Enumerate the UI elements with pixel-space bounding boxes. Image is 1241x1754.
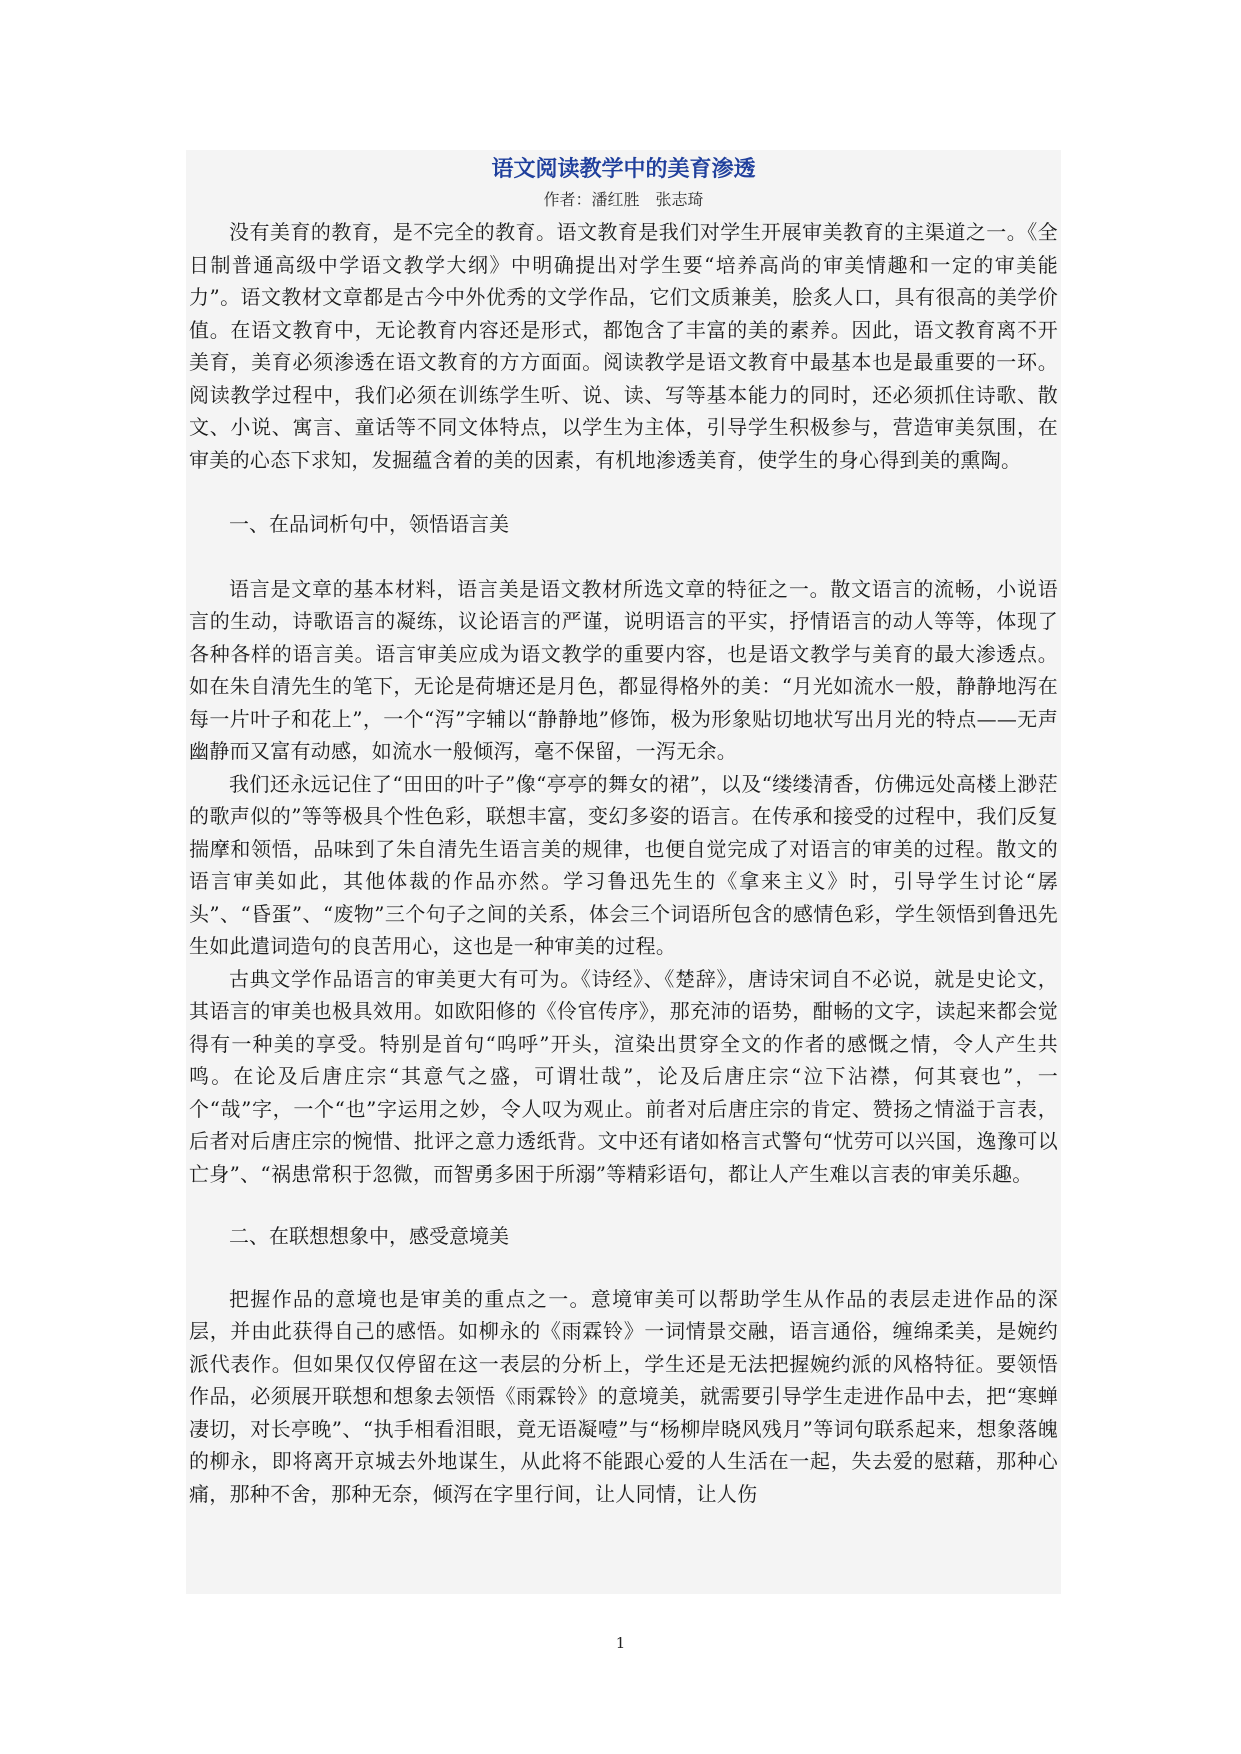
intro-paragraph: 没有美育的教育，是不完全的教育。语文教育是我们对学生开展审美教育的主渠道之一。《全日制普通高级中学语文教学大纲》中明确提出对学生要“培养高尚的审美情趣和一定的审美能力”。语文教材文章都是古今中外优秀的文学作品，它们文质兼美，脍炙人口，具有很高的美学价值。在语文教育中，无论教育内容还是形式，都饱含了丰富的美的素养。因此，语文教育离不开美育，美育必须渗透在语文教育的方方面面。阅读教学是语文教育中最基本也是最重要的一环。阅读教学过程中，我们必须在训练学生听、说、读、写等基本能力的同时，还必须抓住诗歌、散文、小说、寓言、童话等不同文体特点，以学生为主体，引导学生积极参与，营造审美氛围，在审美的心态下求知，发掘蕴含着的美的因素，有机地渗透美育，使学生的身心得到美的熏陶。 bbox=[189, 220, 1058, 472]
section1-paragraph-1: 语言是文章的基本材料，语言美是语文教材所选文章的特征之一。散文语言的流畅，小说语言的生动，诗歌语言的凝练，议论语言的严谨，说明语言的平实，抒情语言的动人等等，体现了各种各样的语言美。语言审美应成为语文教学的重要内容，也是语文教学与美育的最大渗透点。如在朱自清先生的笔下，无论是荷塘还是月色，都显得格外的美：“月光如流水一般，静静地泻在每一片叶子和花上”，一个“泻”字辅以“静静地”修饰，极为形象贴切地状写出月光的特点——无声幽静而又富有动感，如流水一般倾泻，毫不保留，一泻无余。 bbox=[189, 576, 1058, 763]
spacer bbox=[189, 541, 1058, 573]
page-number: 1 bbox=[615, 1634, 626, 1652]
spacer bbox=[189, 1190, 1058, 1220]
article-title: 语文阅读教学中的美育渗透 bbox=[491, 156, 756, 182]
spacer bbox=[189, 1253, 1058, 1283]
section-heading-2: 二、在联想想象中，感受意境美 bbox=[229, 1224, 509, 1248]
article-body bbox=[186, 150, 1061, 1594]
section2-paragraph-1: 把握作品的意境也是审美的重点之一。意境审美可以帮助学生从作品的表层走进作品的深层，并由此获得自己的感悟。如柳永的《雨霖铃》一词情景交融，语言通俗，缠绵柔美，是婉约派代表作。但如果仅仅停留在这一表层的分析上，学生还是无法把握婉约派的风格特征。要领悟作品，必须展开联想和想象去领悟《雨霖铃》的意境美，就需要引导学生走进作品中去，把“寒蝉凄切，对长亭晚”、“执手相看泪眼，竟无语凝噎”与“杨柳岸晓风残月”等词句联系起来，想象落魄的柳永，即将离开京城去外地谋生，从此将不能跟心爱的人生活在一起，失去爱的慰藉，那种心痛，那种不舍，那种无奈，倾泻在字里行间，让人同情，让人伤 bbox=[189, 1286, 1058, 1506]
spacer bbox=[189, 476, 1058, 508]
section1-paragraph-3: 古典文学作品语言的审美更大有可为。《诗经》、《楚辞》，唐诗宋词自不必说，就是史论文，其语言的审美也极具效用。如欧阳修的《伶官传序》，那充沛的语势，酣畅的文字，读起来都会觉得有一种美的享受。特别是首句“呜呼”开头，渲染出贯穿全文的作者的感慨之情，令人产生共鸣。在论及后唐庄宗“其意气之盛，可谓壮哉”，论及后唐庄宗“泣下沾襟，何其衰也”，一个“哉”字，一个“也”字运用之妙，令人叹为观止。前者对后唐庄宗的肯定、赞扬之情溢于言表，后者对后唐庄宗的惋惜、批评之意力透纸背。文中还有诸如格言式警句“忧劳可以兴国，逸豫可以亡身”、“祸患常积于忽微，而智勇多困于所溺”等精彩语句，都让人产生难以言表的审美乐趣。 bbox=[189, 966, 1058, 1186]
section1-paragraph-2: 我们还永远记住了“田田的叶子”像“亭亭的舞女的裙”，以及“缕缕清香，仿佛远处高楼上渺茫的歌声似的”等等极具个性色彩，联想丰富，变幻多姿的语言。在传承和接受的过程中，我们反复揣摩和领悟，品味到了朱自清先生语言美的规律，也便自觉完成了对语言的审美的过程。散文的语言审美如此，其他体裁的作品亦然。学习鲁迅先生的《拿来主义》时，引导学生讨论“孱头”、“昏蛋”、“废物”三个句子之间的关系，体会三个词语所包含的感情色彩，学生领悟到鲁迅先生如此遣词造句的良苦用心，这也是一种审美的过程。 bbox=[189, 771, 1058, 958]
section-heading-1: 一、在品词析句中，领悟语言美 bbox=[229, 512, 509, 536]
author-line: 作者：潘红胜 张志琦 bbox=[543, 190, 704, 209]
